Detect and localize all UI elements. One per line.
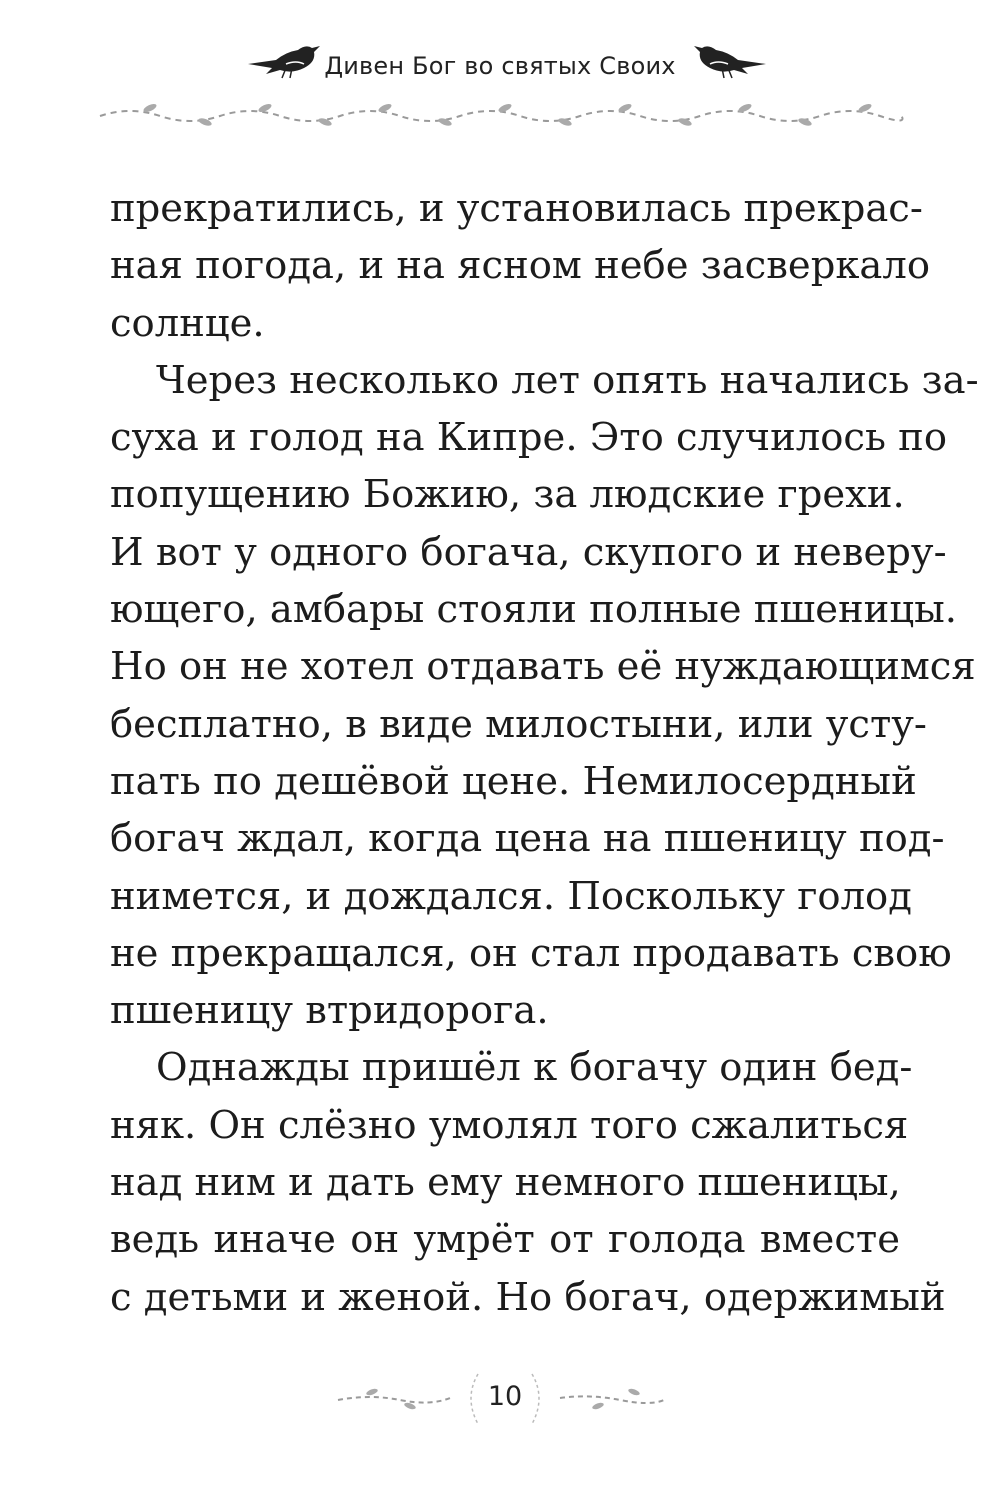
text-line: солнце.: [110, 300, 265, 346]
page-number: 10: [487, 1381, 523, 1412]
text-line: Через несколько лет опять начались за-: [156, 357, 979, 403]
text-line: няк. Он слёзно умолял того сжалиться: [110, 1102, 909, 1148]
text-line: пшеницу втридорога.: [110, 988, 549, 1034]
text-line: суха и голод на Кипре. Это случилось по: [110, 415, 948, 461]
text-line: ная погода, и на ясном небе засверкало: [110, 243, 931, 289]
text-line: бесплатно, в виде милостыни, или усту-: [110, 701, 927, 747]
text-line: нимется, и дождался. Поскольку голод: [110, 873, 912, 919]
running-title: Дивен Бог во святых Своих: [324, 52, 676, 80]
text-line: ющего, амбары стояли полные пшеницы.: [110, 587, 957, 633]
page-header: [0, 0, 1000, 140]
text-line: не прекращался, он стал продавать свою: [110, 930, 952, 976]
text-line: попущению Божию, за людские грехи.: [110, 472, 905, 518]
text-line: Но он не хотел отдавать её нуждающимся: [110, 644, 976, 690]
paragraph: [110, 1039, 946, 1325]
text-line: Однажды пришёл к богачу один бед-: [156, 1045, 913, 1091]
text-line: ведь иначе он умрёт от голода вместе: [110, 1217, 900, 1263]
paragraph: [110, 352, 979, 1040]
text-line: богач ждал, когда цена на пшеницу под-: [110, 816, 945, 862]
bird-icon: [246, 34, 326, 80]
text-line: с детьми и женой. Но богач, одержимый: [110, 1274, 946, 1320]
bird-icon: [688, 34, 768, 80]
page-footer: [0, 1358, 1000, 1448]
text-line: И вот у одного богача, скупого и неверу-: [110, 529, 947, 575]
text-line: пать по дешёвой цене. Немилосердный: [110, 758, 917, 804]
paragraph: [110, 180, 931, 352]
text-line: прекратились, и установилась прекрас-: [110, 186, 923, 231]
vine-ornament-divider: [0, 88, 1000, 138]
page-body-text: [110, 180, 979, 1326]
text-line: над ним и дать ему немного пшеницы,: [110, 1160, 901, 1206]
